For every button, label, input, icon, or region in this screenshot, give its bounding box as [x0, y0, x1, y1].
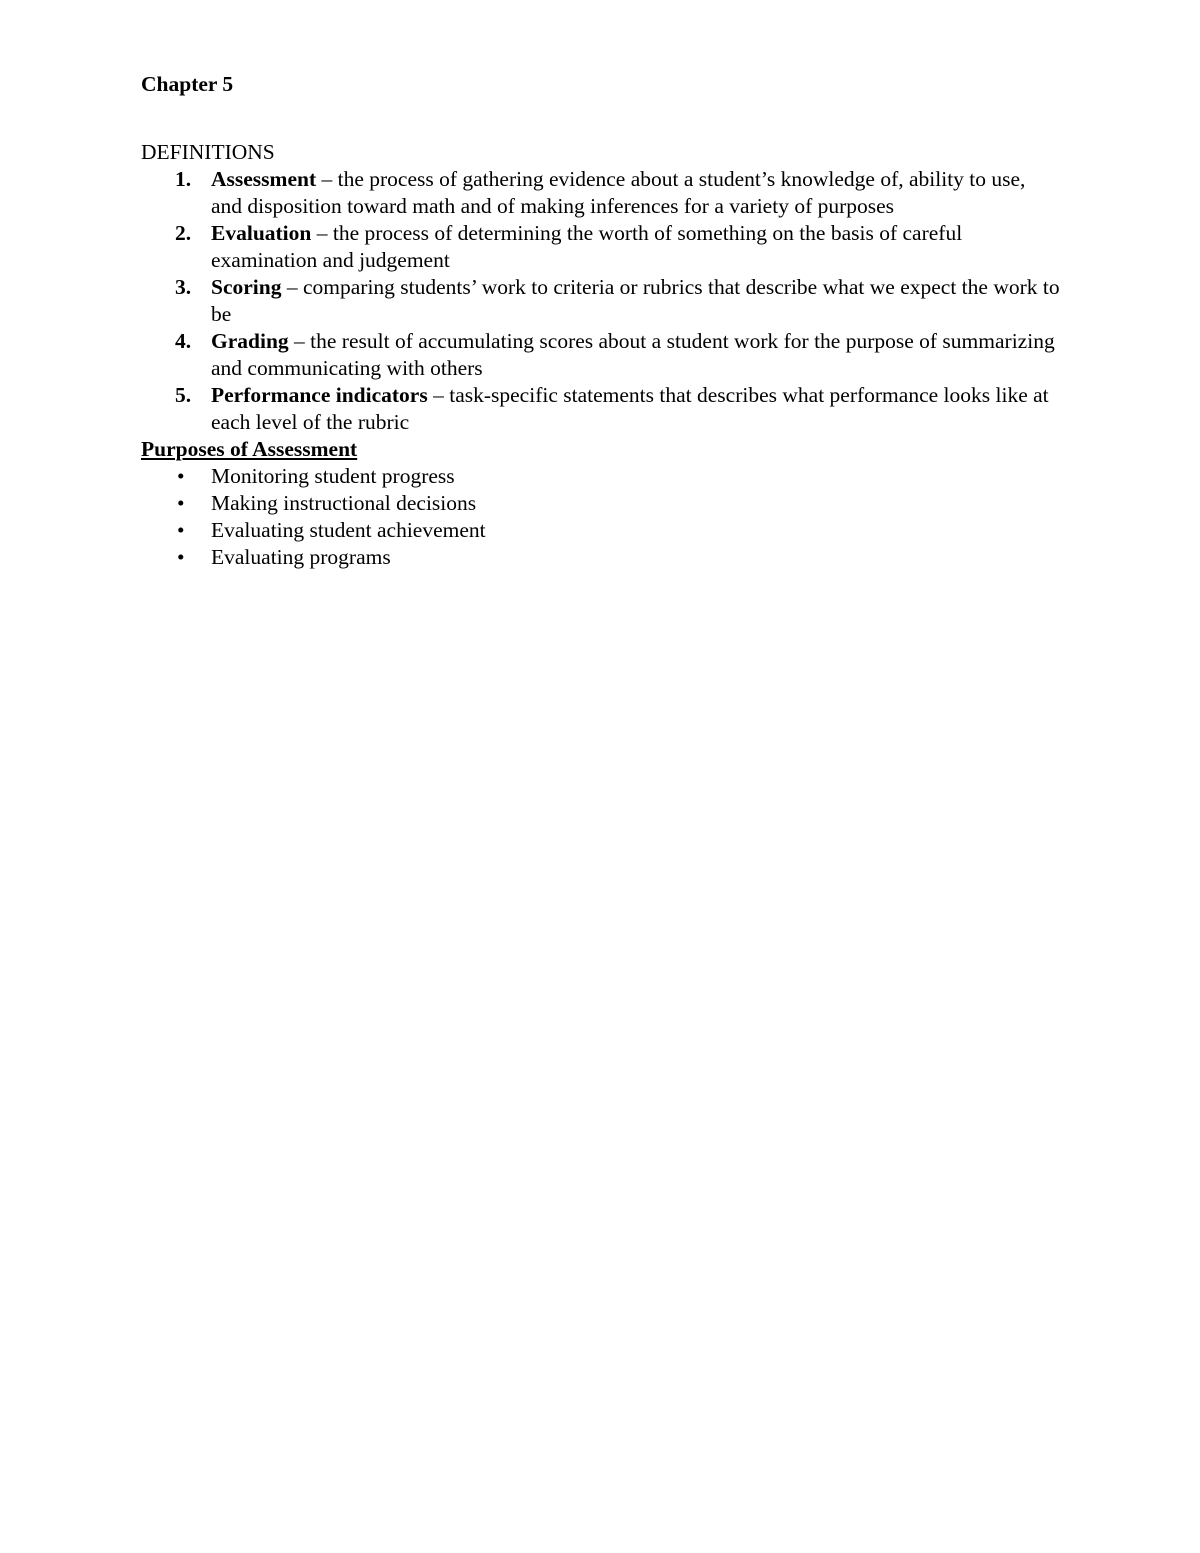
bullet-icon: • [177, 464, 185, 488]
definitions-heading: DEFINITIONS [141, 140, 275, 164]
definition-number: 4. [175, 329, 192, 353]
purpose-item [141, 463, 1061, 490]
purpose-item [141, 490, 1061, 517]
definitions-list [141, 166, 1061, 436]
definition-item [141, 274, 1061, 328]
definition-number: 5. [175, 383, 192, 407]
purpose-text: Evaluating student achievement [211, 518, 486, 542]
purpose-text: Making instructional decisions [211, 491, 477, 515]
purpose-item [141, 517, 1061, 544]
definition-number: 1. [175, 167, 192, 191]
definition-number: 3. [175, 275, 192, 299]
definition-item [141, 382, 1061, 436]
bullet-icon: • [177, 491, 185, 515]
spacer [141, 98, 1061, 139]
definition-text: – the process of gathering evidence about a student’s knowledge of, ability to use, and disposition toward math and of making inferences for a variety of purposes [211, 167, 1026, 218]
bullet-icon: • [177, 545, 185, 569]
definition-term: Scoring [211, 275, 282, 299]
definition-item [141, 220, 1061, 274]
definition-text: – the process of determining the worth of something on the basis of careful examination and judgement [211, 221, 963, 272]
definition-term: Evaluation [211, 221, 312, 245]
purposes-heading: Purposes of Assessment [141, 437, 358, 461]
purpose-text: Monitoring student progress [211, 464, 455, 488]
definition-number: 2. [175, 221, 192, 245]
purpose-item [141, 544, 1061, 571]
definition-term: Performance indicators [211, 383, 428, 407]
document-content [141, 71, 1061, 571]
purposes-list [141, 463, 1061, 571]
bullet-icon: • [177, 518, 185, 542]
chapter-title: Chapter 5 [141, 72, 234, 96]
definition-text: – comparing students’ work to criteria or rubrics that describe what we expect the work to be [211, 275, 1060, 326]
purpose-text: Evaluating programs [211, 545, 391, 569]
definition-text: – task-specific statements that describes what performance looks like at each level of the rubric [211, 383, 1049, 434]
definition-item [141, 166, 1061, 220]
definition-term: Grading [211, 329, 289, 353]
definition-term: Assessment [211, 167, 317, 191]
definition-text: – the result of accumulating scores about a student work for the purpose of summarizing and communicating with others [211, 329, 1055, 380]
definition-item [141, 328, 1061, 382]
